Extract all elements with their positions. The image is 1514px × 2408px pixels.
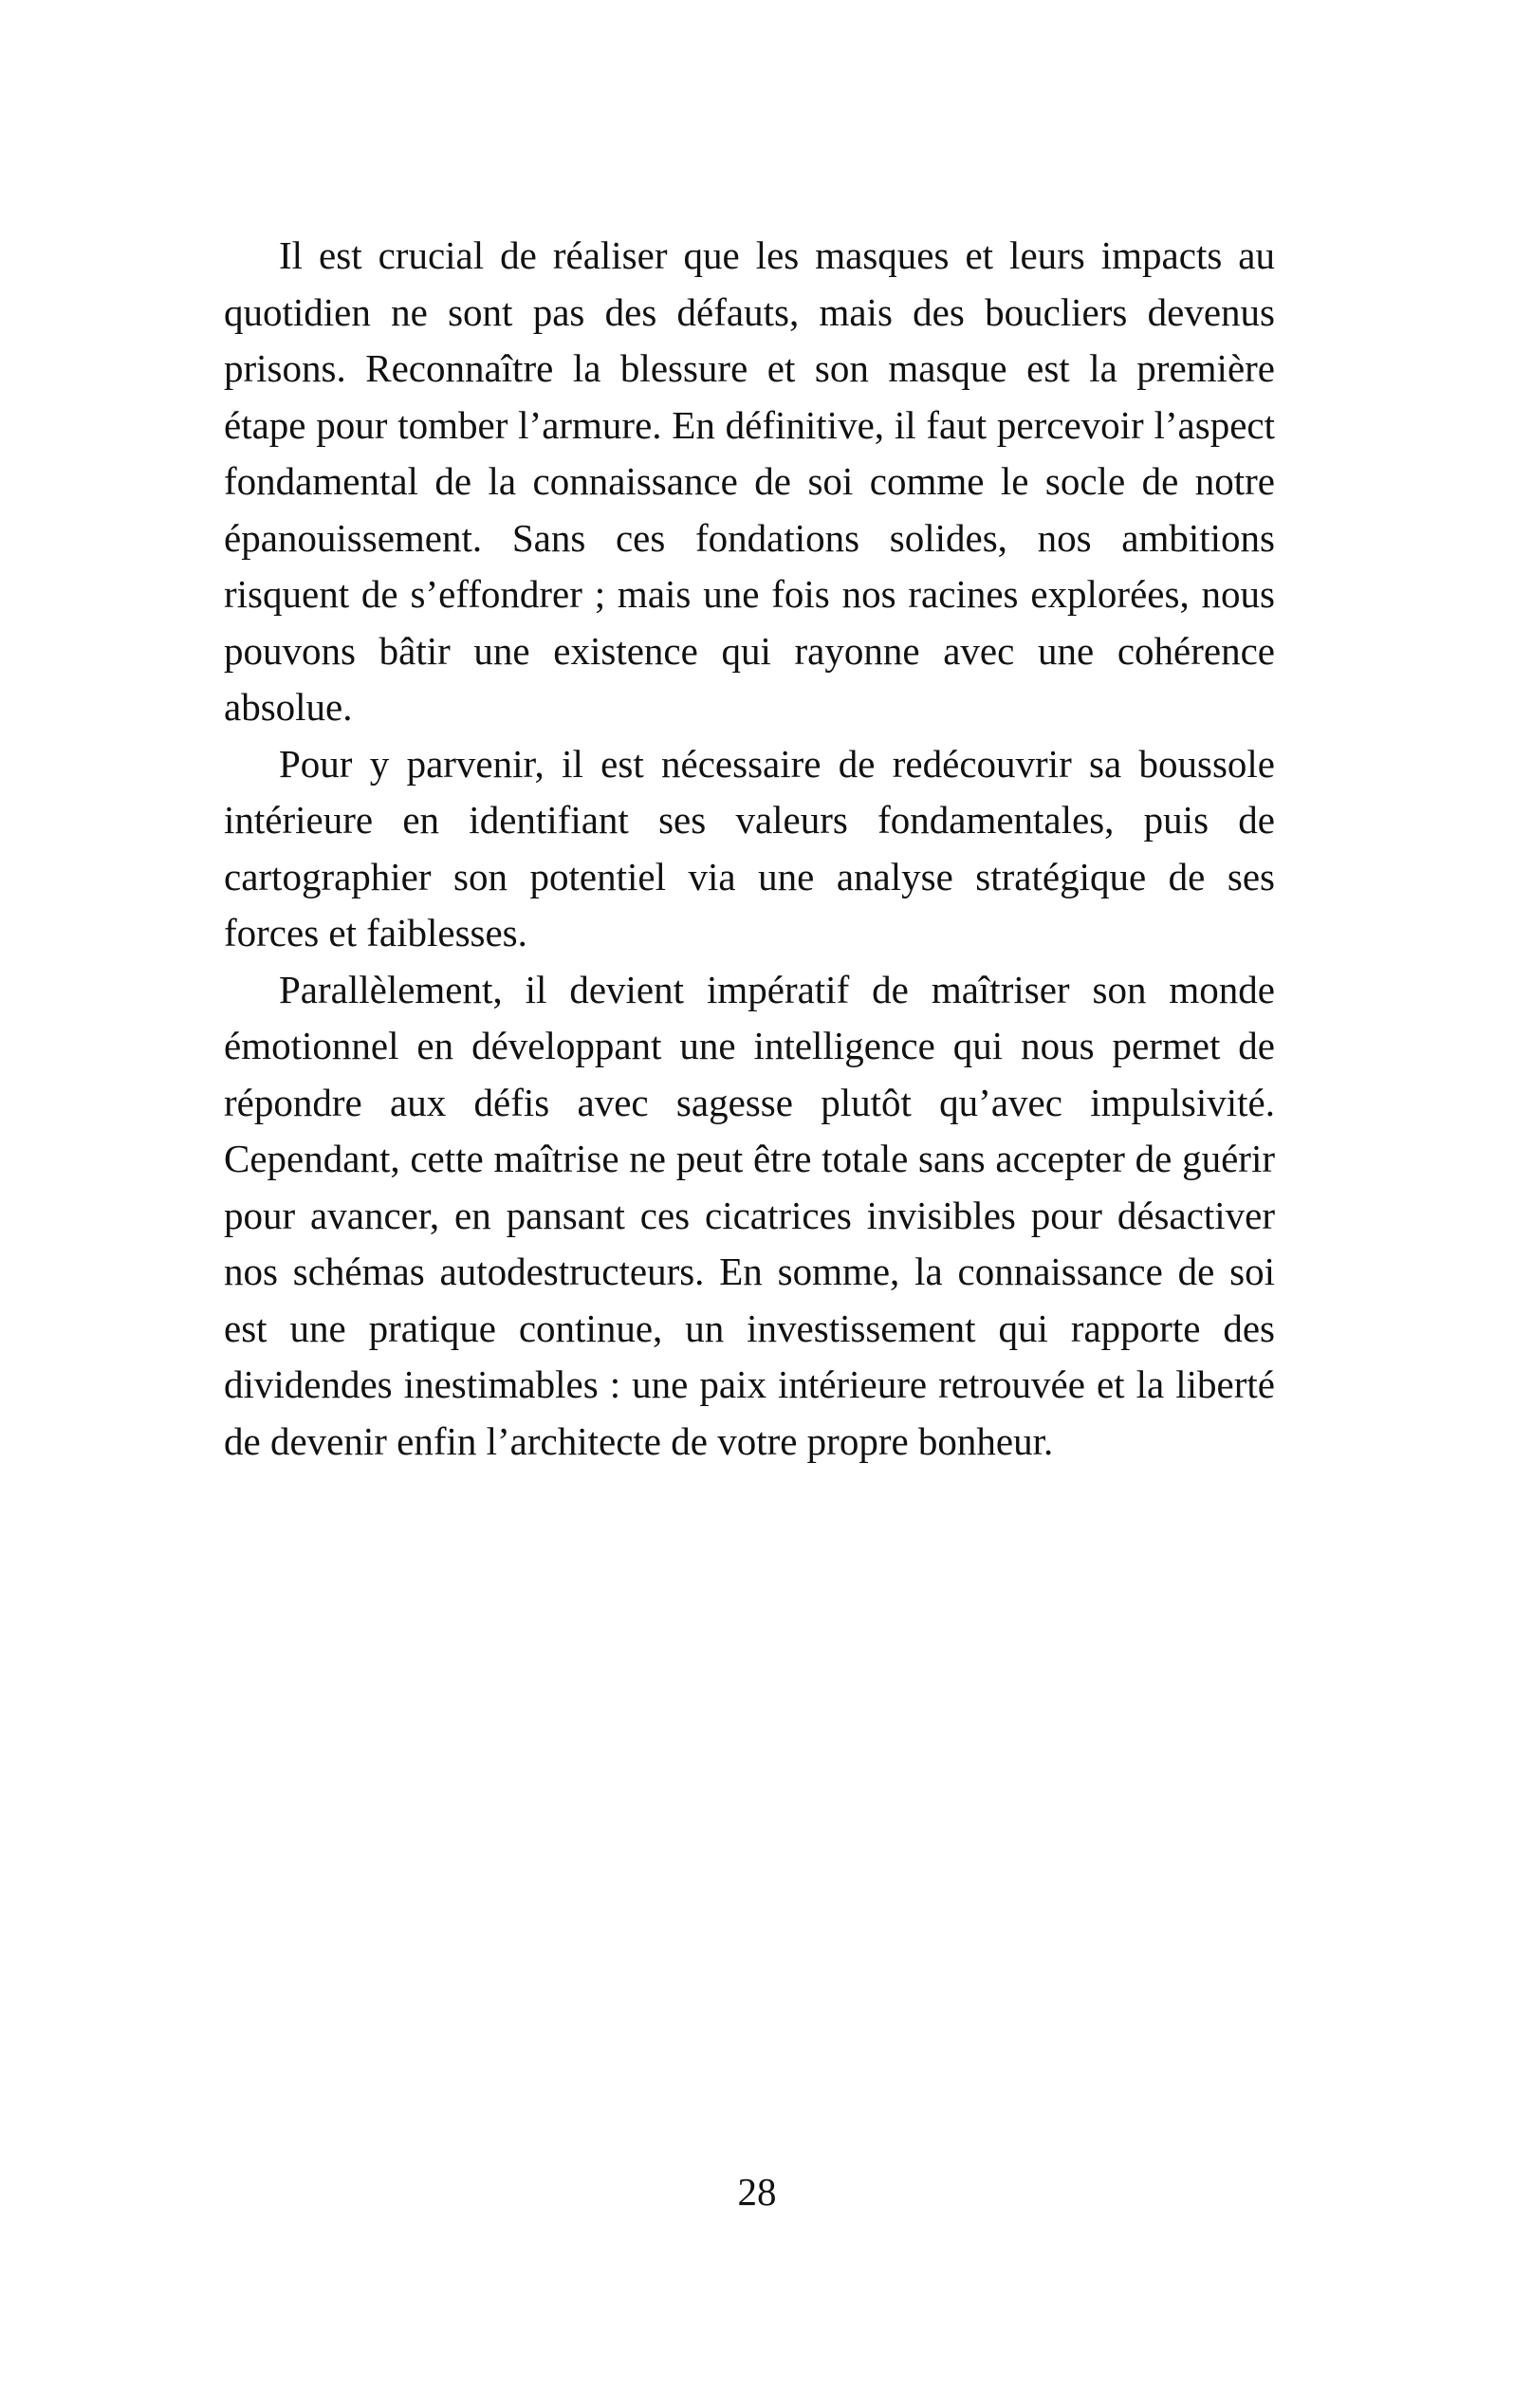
paragraph: Il est crucial de réaliser que les masques et leurs impacts au quotidien ne sont pas des défauts, mais des boucliers devenus prisons. Reconnaître la blessure et son masque est la première étape pour tomber l’armure. En définitive, il faut percevoir l’aspect fondamental de la connaissance de soi comme le socle de notre épanouissement. Sans ces fondations solides, nos ambitions risquent de s’effondrer ; mais une fois nos racines explorées, nous pouvons bâtir une existence qui rayonne avec une cohérence absolue. bbox=[224, 233, 1275, 729]
paragraph: Pour y parvenir, il est nécessaire de redécouvrir sa boussole intérieure en identifiant ses valeurs fondamentales, puis de cartographier son potentiel via une analyse stratégique de ses forces et faiblesses. bbox=[224, 741, 1275, 954]
page-number: 28 bbox=[737, 2170, 777, 2214]
page-body-text bbox=[224, 228, 1275, 1470]
paragraph: Parallèlement, il devient impératif de maîtriser son monde émotionnel en développant une intelligence qui nous permet de répondre aux défis avec sagesse plutôt qu’avec impulsivité. Cependant, cette maîtrise ne peut être totale sans accepter de guérir pour avancer, en pansant ces cicatrices invisibles pour désactiver nos schémas autodestructeurs. En somme, la connaissance de soi est une pratique continue, un investissement qui rapporte des dividendes inestimables : une paix intérieure retrouvée et la liberté de devenir enfin l’architecte de votre propre bonheur. bbox=[224, 967, 1275, 1463]
